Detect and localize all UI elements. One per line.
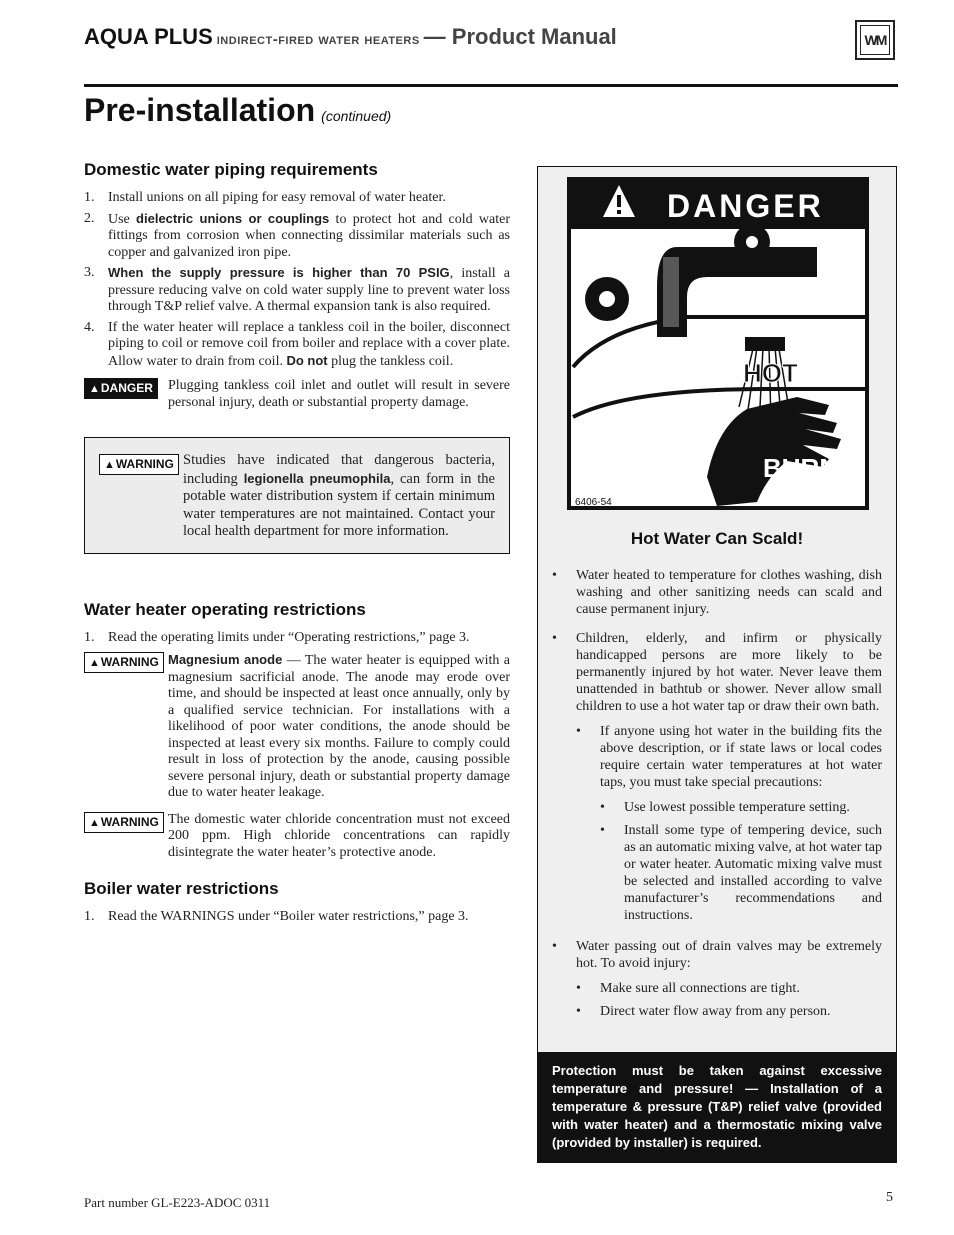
warning-triangle-icon: ▲ <box>89 383 100 395</box>
warning-badge: ▲WARNING <box>84 652 164 673</box>
legionella-warning-box: ▲WARNING Studies have indicated that dangerous bacteria, including legionella pneumophila, can form in the potable water distribution system if certain minimum water temperatures are not maintained. Contact your local health department for more information. <box>84 437 510 554</box>
sign-code: 6406-54 <box>575 497 612 508</box>
sign-danger-word: DANGER <box>667 188 824 224</box>
anode-warning: ▲WARNING Magnesium anode — The water heater is equipped with a magnesium sacrificial anode. The anode may erode over time, and should be inspected at least once annually, only by a qualified service technician. For installations with a likelihood of poor water conditions, the anode should be inspected at least every six months. Failure to comply could result in loss of protection by the anode, causing possible severe personal injury, death or substantial property damage due to water heater leakage. <box>84 652 510 802</box>
section-heading-operating: Water heater operating restrictions <box>84 599 366 619</box>
list-item: • Install some type of tempering device, such as an automatic mixing valve, at hot water tap or water heater. Automatic mixing valve must be selected and installed according to valve manufacturer’s recommendations and instructions. <box>600 823 882 923</box>
header-manual: — Product Manual <box>423 24 617 49</box>
warning-triangle-icon: ▲ <box>89 816 100 829</box>
danger-hot-burn-sign <box>567 177 869 510</box>
danger-badge: ▲DANGER <box>84 378 158 399</box>
list-item: 2. Use dielectric unions or couplings to protect hot and cold water fittings from corrosion when connecting dissimilar materials such as copper and galvanized iron pipe. <box>84 210 510 260</box>
warning-badge: ▲WARNING <box>99 454 179 475</box>
warning-triangle-icon: ▲ <box>89 657 100 669</box>
warning-badge: ▲WARNING <box>84 812 164 833</box>
list-item: 1. Read the operating limits under “Operating restrictions,” page 3. <box>84 629 470 645</box>
scald-heading: Hot Water Can Scald! <box>630 529 804 548</box>
list-item: 3. When the supply pressure is higher than 70 PSIG, install a pressure reducing valve on cold water supply line to prevent water loss through T&P relief valve. A thermal expansion tank is also required. <box>84 265 511 314</box>
page-number: 5 <box>886 1190 893 1205</box>
list-item: • Use lowest possible temperature setting. <box>600 800 850 815</box>
list-item: • If anyone using hot water in the building fits the above description, or if state laws or local codes require certain water temperatures at hot water taps, you must take special precautions: <box>576 724 882 790</box>
header-subtitle: indirect-fired water heaters <box>216 31 420 48</box>
chloride-warning: ▲WARNING The domestic water chloride concentration must not exceed 200 ppm. High chloride concentrations can rapidly disintegrate the water heater’s protective anode. <box>84 812 510 862</box>
section-heading-domestic: Domestic water piping requirements <box>84 160 378 179</box>
left-column <box>84 160 510 930</box>
list-item: 4. If the water heater will replace a tankless coil in the boiler, disconnect piping to coil or remove coil from boiler and replace with a cover plate. Allow water to drain from coil. Do not plug the tankless coil. <box>84 319 510 369</box>
page-title: Pre-installation (continued) <box>84 92 392 128</box>
list-item: • Water heated to temperature for clothes washing, dish washing and other sanitizing needs can scald and cause permanent injury. <box>552 568 882 617</box>
danger-note: ▲DANGER Plugging tankless coil inlet and outlet will result in severe personal injury, death or substantial property damage. <box>84 378 510 411</box>
protection-notice: Protection must be taken against excessive temperature and pressure! — Installation of a temperature & pressure (T&P) relief valve (provided with water heater) and a thermostatic mixing valve (provided by installer) is required. <box>538 1052 896 1162</box>
scald-panel <box>537 166 897 1163</box>
sign-hot-word: HOT <box>743 358 798 388</box>
list-item: 1. Read the WARNINGS under “Boiler water restrictions,” page 3. <box>84 909 469 924</box>
section-heading-boiler: Boiler water restrictions <box>84 879 279 898</box>
domestic-list <box>84 190 510 370</box>
page-header <box>84 24 724 56</box>
part-number: Part number GL-E223-ADOC 0311 <box>84 1195 271 1210</box>
header-rule <box>84 84 898 87</box>
brand-name: AQUA PLUS <box>84 24 213 49</box>
weil-mclain-logo: WM <box>855 20 895 60</box>
list-item: • Water passing out of drain valves may be extremely hot. To avoid injury: <box>552 939 882 971</box>
list-item: 1. Install unions on all piping for easy removal of water heater. <box>84 190 446 205</box>
sign-burn-word: BURN <box>763 453 839 483</box>
list-item: • Children, elderly, and infirm or physically handicapped persons are more likely to be permanently injured by hot water. Never leave them unattended in bathtub or shower. Never allow small children to use a hot water tap or draw their own bath. <box>552 631 882 714</box>
scald-bullets <box>552 567 882 1030</box>
continued-label: (continued) <box>321 108 392 124</box>
warning-triangle-icon: ▲ <box>104 459 115 471</box>
list-item: • Make sure all connections are tight. <box>576 981 800 996</box>
list-item: • Direct water flow away from any person. <box>576 1004 831 1019</box>
